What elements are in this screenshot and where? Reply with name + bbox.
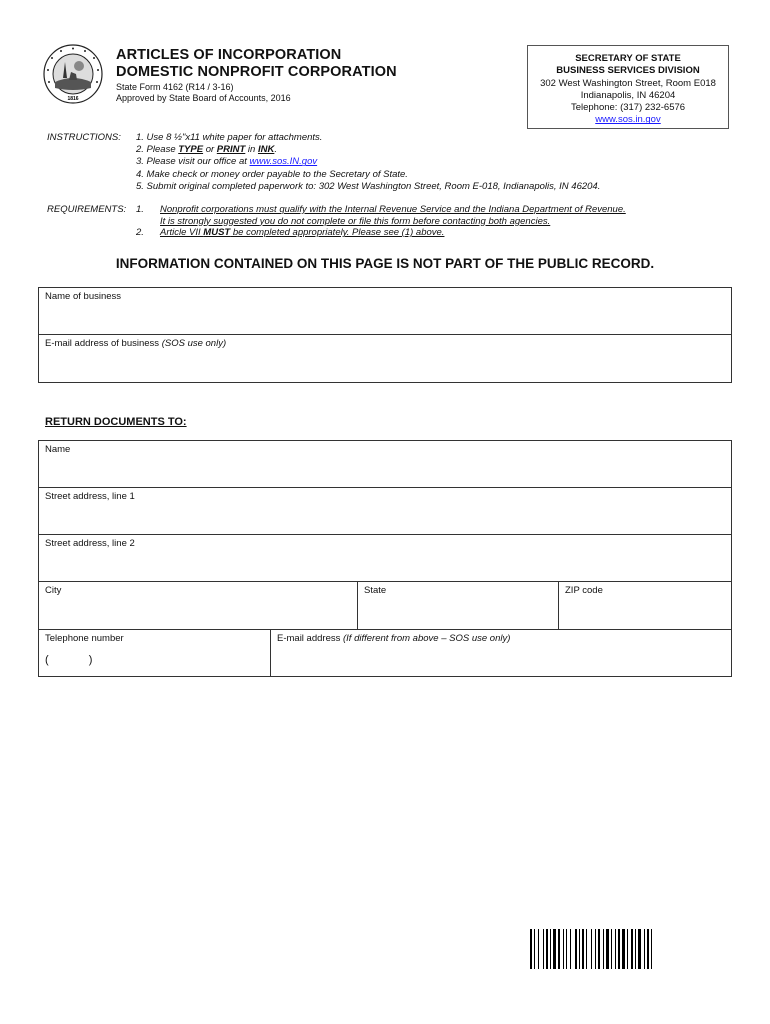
form-title-line1: ARTICLES OF INCORPORATION — [116, 47, 342, 63]
return-name-field[interactable] — [38, 440, 732, 488]
approval-note: Approved by State Board of Accounts, 2016 — [116, 93, 291, 103]
business-email-label: E-mail address of business — [45, 338, 160, 349]
area-code-open-paren: ( — [45, 654, 49, 666]
return-name-label: Name — [45, 444, 71, 455]
business-name-field[interactable] — [38, 287, 732, 335]
zip-label: ZIP code — [565, 585, 603, 596]
form-title-line2: DOMESTIC NONPROFIT CORPORATION — [116, 64, 397, 80]
city-field[interactable] — [38, 581, 358, 630]
return-email-field[interactable]: E-mail address (If different from above – SOS use only) — [270, 629, 732, 677]
return-documents-heading: RETURN DOCUMENTS TO: — [45, 416, 187, 428]
telephone-label: Telephone number — [45, 633, 124, 644]
telephone-field[interactable] — [38, 629, 271, 677]
sos-division: BUSINESS SERVICES DIVISION — [556, 65, 700, 77]
street-line2-field[interactable] — [38, 534, 732, 582]
sos-city: Indianapolis, IN 46204 — [580, 89, 676, 101]
requirements-label: REQUIREMENTS: — [47, 204, 127, 215]
sos-address: 302 West Washington Street, Room E018 — [540, 77, 716, 89]
instructions-label: INSTRUCTIONS: — [47, 132, 121, 143]
instruction-item: 2. Please TYPE or PRINT in INK. — [136, 144, 277, 156]
state-field[interactable] — [357, 581, 559, 630]
requirements-list — [136, 204, 626, 239]
requirement-item: 2. Article VII MUST be completed appropriately. Please see (1) above. — [136, 227, 445, 239]
street-line1-field[interactable] — [38, 487, 732, 535]
instruction-item: 1. Use 8 ½"x11 white paper for attachments. — [136, 132, 323, 143]
business-name-label: Name of business — [45, 291, 122, 302]
street-line2-label: Street address, line 2 — [45, 538, 135, 549]
barcode-icon — [530, 929, 709, 969]
instruction-item: 4. Make check or money order payable to the Secretary of State. — [136, 168, 408, 180]
public-record-notice: INFORMATION CONTAINED ON THIS PAGE IS NOT PART OF THE PUBLIC RECORD. — [115, 256, 655, 271]
instruction-item: 5. Submit original completed paperwork to: 302 West Washington Street, Room E-018, Indianapolis, IN 46204. — [136, 180, 601, 192]
sos-phone: Telephone: (317) 232-6576 — [570, 102, 686, 114]
state-label: State — [364, 585, 387, 596]
seal-year: 1816 — [67, 96, 79, 102]
street-line1-label: Street address, line 1 — [45, 491, 135, 502]
sos-contact-box — [527, 45, 729, 129]
zip-field[interactable] — [558, 581, 732, 630]
sos-title: SECRETARY OF STATE — [575, 53, 681, 64]
office-website-link[interactable]: www.sos.IN.gov — [249, 156, 318, 168]
area-code-close-paren: ) — [88, 654, 93, 666]
city-label: City — [45, 585, 62, 596]
state-seal-icon — [43, 44, 103, 104]
form-number: State Form 4162 (R14 / 3-16) — [116, 82, 234, 92]
requirement-item: 1. Nonprofit corporations must qualify with the Internal Revenue Service and the Indiana Department of Revenue. It is strongly suggested you do not complete or file this form before contacting both agencies. — [136, 204, 626, 227]
sos-website-link[interactable]: www.sos.in.gov — [595, 114, 661, 126]
instructions-list — [136, 132, 600, 193]
business-email-field[interactable]: E-mail address of business (SOS use only) — [38, 334, 732, 383]
instruction-item: 3. Please visit our office at www.sos.IN.gov — [136, 156, 318, 168]
return-email-label: E-mail address — [277, 633, 343, 644]
